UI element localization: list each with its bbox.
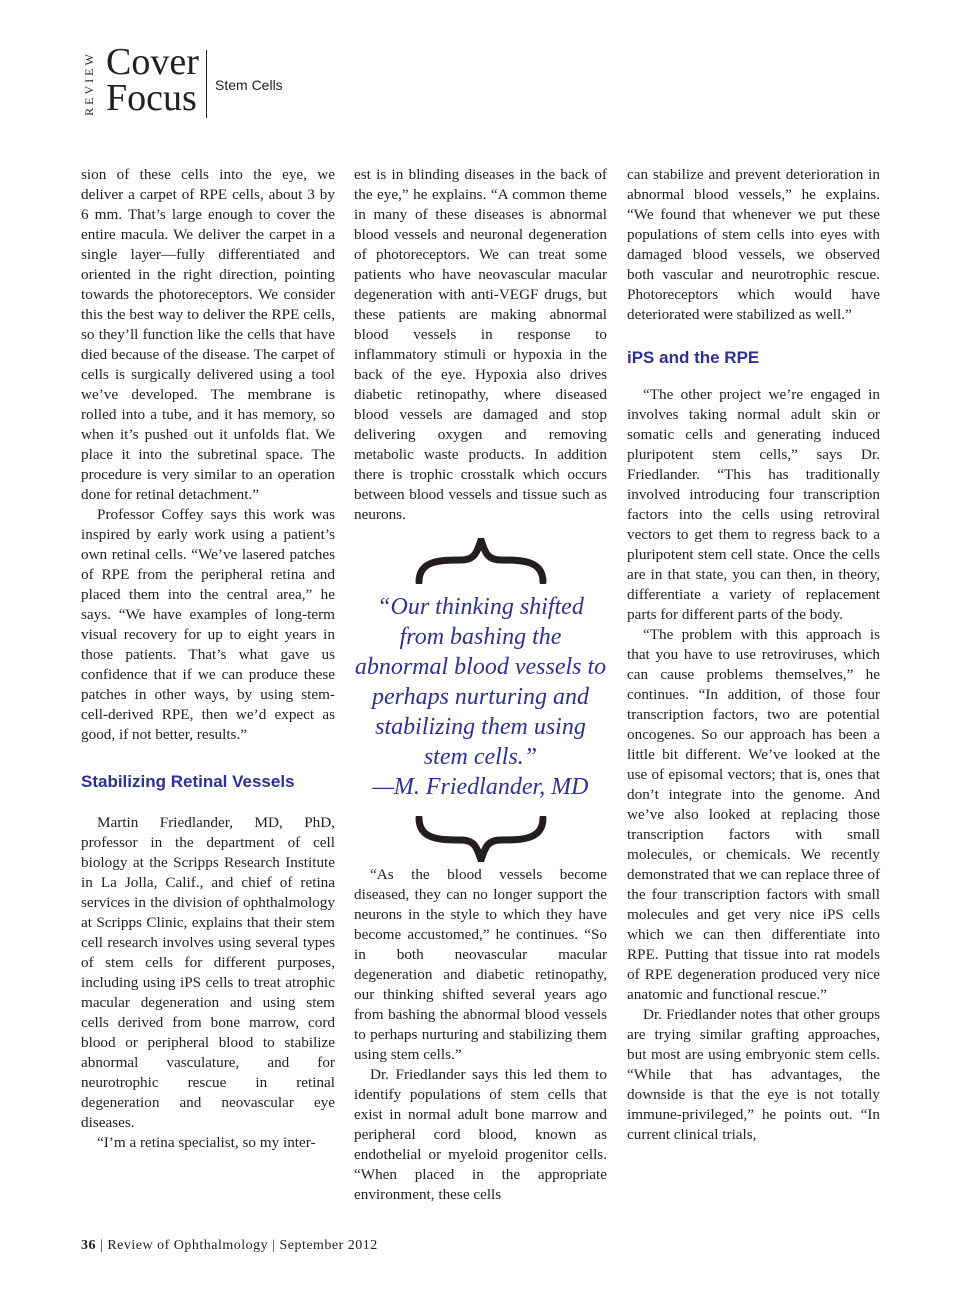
section-name: Stem Cells <box>215 77 283 93</box>
issue-date: September 2012 <box>279 1238 378 1253</box>
paragraph: Martin Friedlander, MD, PhD, professor in the department of cell biology at the Scripps Research Institute in La Jolla, Calif., and chief of retina services in the division of ophthalmology at Scripps Clinic, explains that their stem cell research involves using several types of stem cells for different purposes, including using iPS cells to treat atrophic macular degeneration and using stem cells derived from bone marrow, cord blood or peripheral blood to stabilize abnormal vasculature, and for neurotrophic rescue in retinal degeneration and neovascular eye diseases. <box>81 814 335 1131</box>
pull-quote <box>354 538 607 862</box>
review-vertical-label: REVIEW <box>81 50 96 116</box>
column-2-lower <box>354 865 607 1205</box>
pull-quote-text: “Our thinking shifted from bashing the abnormal blood vessels to perhaps nurturing and stabilizing them using stem cells.” <box>354 594 607 770</box>
focus-word: Focus <box>106 77 197 119</box>
subhead-stabilizing: Stabilizing Retinal Vessels <box>81 772 295 791</box>
cover-word: Cover <box>106 41 199 83</box>
paragraph: “The other project we’re engaged in involves taking normal adult skin or somatic cells and generating induced pluripotent stem cells,” says Dr. Friedlander. “This has traditionally involved introducing four transcription factors into the cells using retroviral vectors to get them to regress back to a pluripotent stem cell state. Once the cells are in that state, you can then, in theory, differentiate a variety of replacement parts for different parts of the body. <box>627 386 880 623</box>
subhead-ips: iPS and the RPE <box>627 348 760 367</box>
brace-bottom-icon <box>411 816 551 862</box>
paragraph: Dr. Friedlander notes that other groups are trying similar grafting approaches, but most are using embryonic stem cells. “While that has advantages, the downside is that the eye is not totally immune-privileged,” he points out. “In current clinical trials, <box>627 1006 880 1143</box>
paragraph: est is in blinding diseases in the back of the eye,” he explains. “A common theme in many of these diseases is abnormal blood vessels and neuronal degeneration of photoreceptors. We can treat some patients who have neovascular macular degeneration with anti-VEGF drugs, but these patients are making abnormal blood vessels in response to inflammatory stimuli or hypoxia in the back of the eye. Hypoxia also drives diabetic retinopathy, where diseased blood vessels are damaged and stop delivering oxygen and removing metabolic waste products. In addition there is trophic crosstalk which occurs between blood vessels and tissue such as neurons. <box>354 166 607 523</box>
paragraph: sion of these cells into the eye, we deliver a carpet of RPE cells, about 3 by 6 mm. That’s large enough to cover the entire macula. We deliver the carpet in a single layer—fully differentiated and oriented in the right direction, pointing towards the photoreceptors. We consider this the best way to deliver the RPE cells, so they’ll function like the cells that have died because of the disease. The carpet of cells is surgically delivered using a tool we’ve developed. The membrane is rolled into a tube, and it has memory, so when it’s pushed out it unfolds flat. We place it into the subretinal space. The procedure is very similar to an operation done for retinal detachment.” <box>81 166 335 503</box>
paragraph: Dr. Friedlander says this led them to identify populations of stem cells that exist in normal adult bone marrow and peripheral cord blood, known as endothelial or myeloid progenitor cells. “When placed in the appropriate environment, these cells <box>354 1066 607 1203</box>
paragraph: Professor Coffey says this work was inspired by early work using a patient’s own retinal cells. “We’ve lasered patches of RPE from the peripheral retina and placed them into the central area,” he says. “We have examples of long-term visual recovery for up to eight years in those patients. That’s what gave us confidence that if we can produce these patches in other ways, by using stem-cell-derived RPE, then we’d expect as good, if not better, results.” <box>81 506 335 743</box>
journal-name: Review of Ophthalmology <box>107 1238 269 1253</box>
page-number: 36 <box>81 1238 96 1253</box>
header-divider <box>206 50 207 118</box>
column-2 <box>354 165 607 525</box>
column-1 <box>81 165 335 1153</box>
pull-quote-attribution: —M. Friedlander, MD <box>372 774 589 800</box>
page-footer: 36 | Review of Ophthalmology | September 2012 <box>81 1238 378 1253</box>
paragraph: “As the blood vessels become diseased, they can no longer support the neurons in the style to which they have become accustomed,” he continues. “So in both neovascular macular degeneration and diabetic retinopathy, our thinking shifted several years ago from bashing the abnormal blood vessels to perhaps nurturing and stabilizing them using stem cells.” <box>354 866 607 1063</box>
column-3 <box>627 165 880 1145</box>
brace-top-icon <box>411 538 551 584</box>
paragraph: “The problem with this approach is that you have to use retroviruses, which can cause problems themselves,” he continues. “In addition, of those four transcription factors, two are potential oncogenes. So our approach has been a little bit different. We’ve looked at the use of episomal vectors; that is, ones that don’t integrate into the genome. And we’ve also looked at replacing those transcription factors with small molecules, or chemicals. We recently demonstrated that we can replace three of the four transcription factors with small molecules and get very nice iPS cells which we can then differentiate into RPE. Putting that tissue into rat models of RPE degeneration produced very nice anatomic and functional rescue.” <box>627 626 880 1003</box>
paragraph: “I’m a retina specialist, so my inter- <box>97 1134 316 1151</box>
paragraph: can stabilize and prevent deterioration in abnormal blood vessels,” he explains. “We found that whenever we put these populations of stem cells into eyes with damaged blood vessels, we observed both vascular and neurotrophic rescue. Photoreceptors which would have deteriorated were stabilized as well.” <box>627 166 880 323</box>
